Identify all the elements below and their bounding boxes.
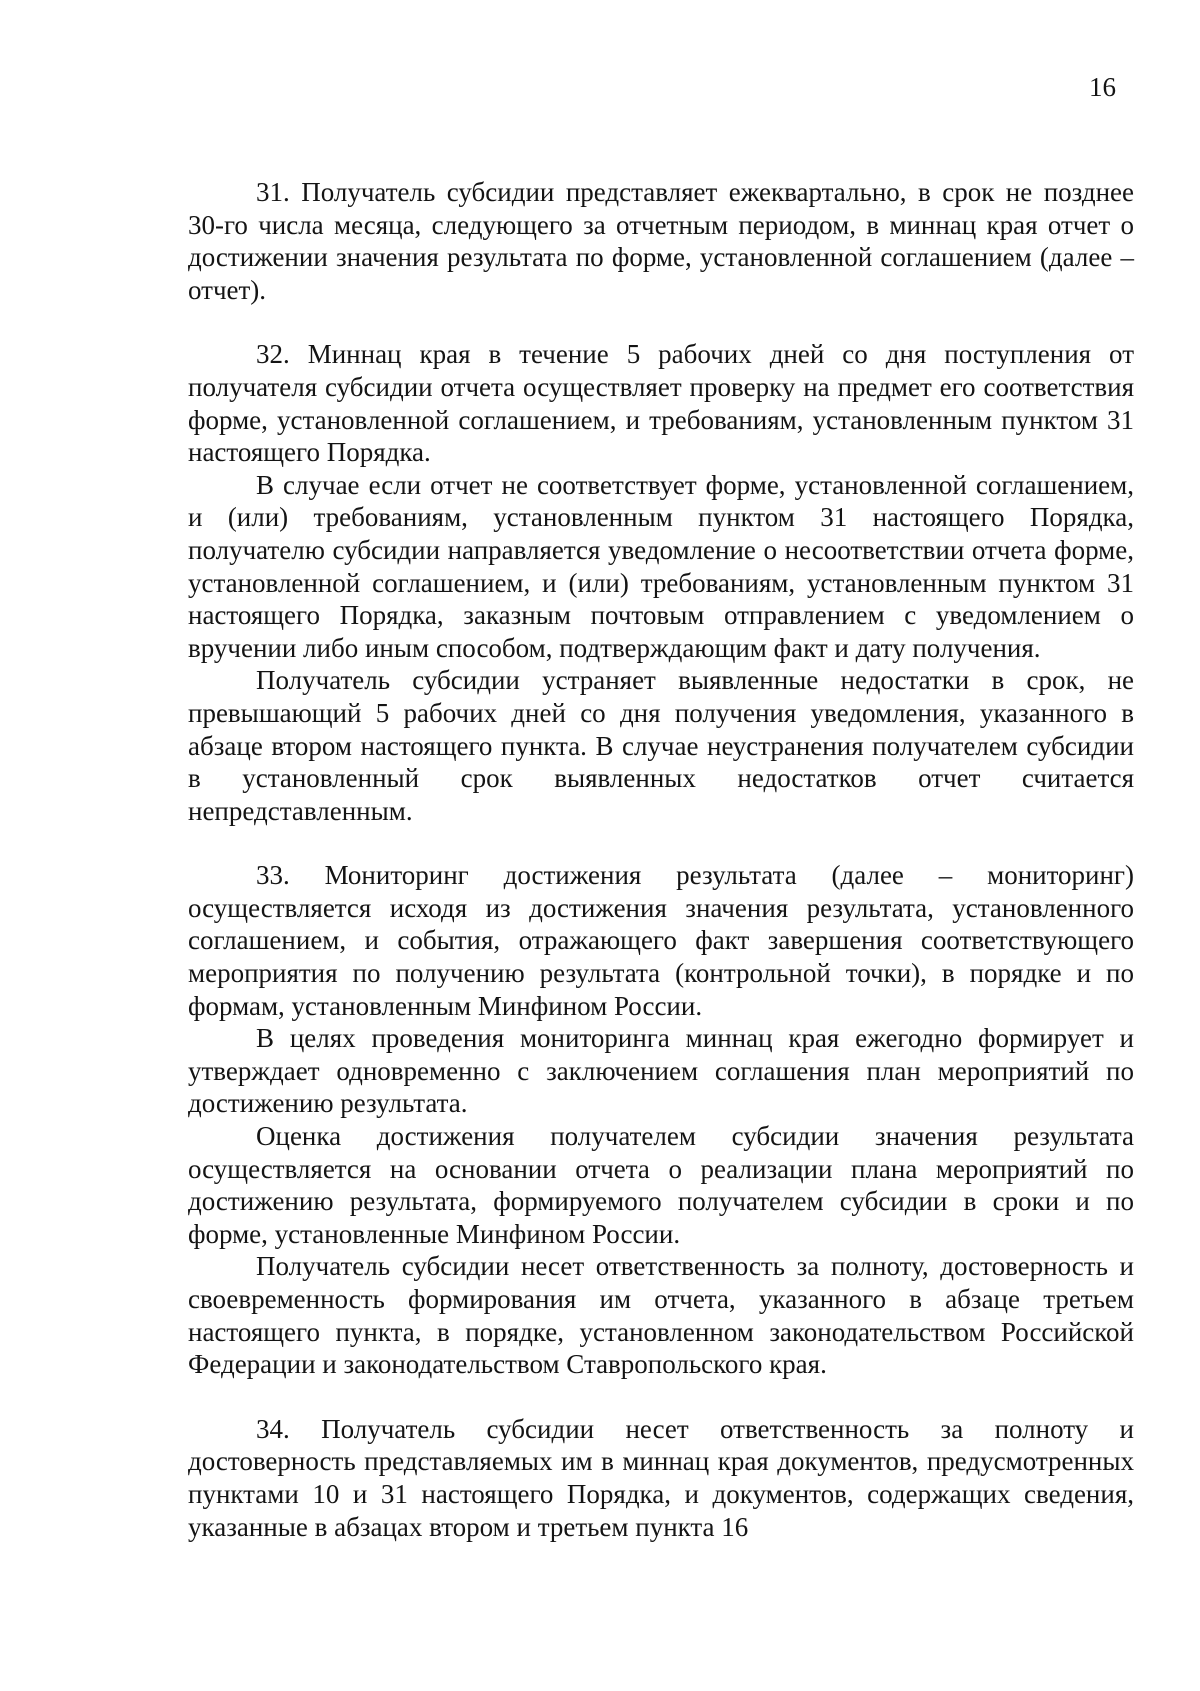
paragraph-33-responsibility: Получатель субсидии несет ответственность за полноту, достоверность и своевременность формирования им отчета, указанного в абзаце третьем настоящего пункта, в порядке, установленном законодательством Российской Федерации и законодательством Ставропольского края.	[188, 1251, 1134, 1380]
paragraph-32-correction: Получатель субсидии устраняет выявленные недостатки в срок, не превышающий 5 рабочих дней со дня получения уведомления, указанного в абзаце втором настоящего пункта. В случае неустранения получателем субсидии в установленный срок выявленных недостатков отчет считается непредставленным.	[188, 665, 1134, 826]
page-number: 16	[1089, 72, 1116, 102]
paragraph-34: 34. Получатель субсидии несет ответственность за полноту и достоверность представляемых им в миннац края документов, предусмотренных пунктами 10 и 31 настоящего Порядка, и документов, содержащих сведения, указанные в абзацах втором и третьем пункта 16	[188, 1413, 1134, 1542]
document-body	[188, 176, 1134, 1543]
paragraph-31: 31. Получатель субсидии представляет ежеквартально, в срок не позднее 30-го числа месяца, следующего за отчетным периодом, в миннац края отчет о достижении значения результата по форме, установленной соглашением (далее – отчет).	[188, 177, 1134, 305]
paragraph-33-monitoring-plan: В целях проведения мониторинга миннац края ежегодно формирует и утверждает одновременно с заключением соглашения план мероприятий по достижению результата.	[188, 1023, 1134, 1119]
paragraph-32: 32. Миннац края в течение 5 рабочих дней со дня поступления от получателя субсидии отчета осуществляет проверку на предмет его соответствия форме, установленной соглашением, и требованиям, установленным пунктом 31 настоящего Порядка.	[188, 339, 1134, 468]
paragraph-33: 33. Мониторинг достижения результата (далее – мониторинг) осуществляется исходя из достижения значения результата, установленного соглашением, и события, отражающего факт завершения соответствующего мероприятия по получению результата (контрольной точки), в порядке и по формам, установленным Минфином России.	[188, 860, 1134, 1021]
paragraph-32-nonconformity: В случае если отчет не соответствует форме, установленной соглашением, и (или) требованиям, установленным пунктом 31 настоящего Порядка, получателю субсидии направляется уведомление о несоответствии отчета форме, установленной соглашением, и (или) требованиям, установленным пунктом 31 настоящего Порядка, заказным почтовым отправлением с уведомлением о вручении либо иным способом, подтверждающим факт и дату получения.	[188, 469, 1134, 663]
paragraph-33-assessment: Оценка достижения получателем субсидии значения результата осуществляется на основании отчета о реализации плана мероприятий по достижению результата, формируемого получателем субсидии в сроки и по форме, установленные Минфином России.	[188, 1121, 1134, 1249]
